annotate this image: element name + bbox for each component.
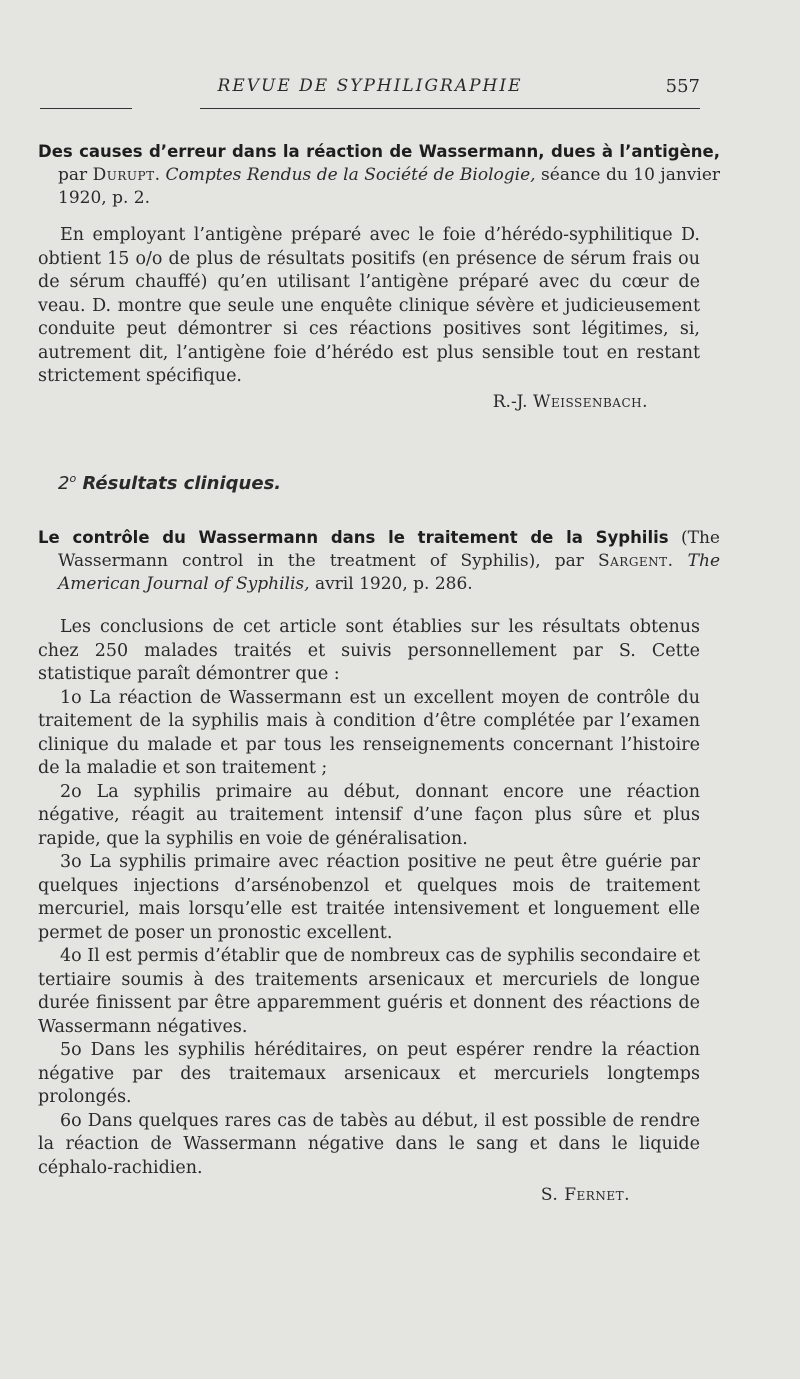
article1-author: Durupt — [92, 165, 155, 185]
article2-source: The American Journal of Syphilis, — [58, 551, 721, 594]
header-rule-left — [40, 108, 132, 109]
page-number: 557 — [665, 76, 700, 97]
article2-author: Sargent. — [597, 551, 674, 571]
article2-signature: S. Fernet. — [540, 1185, 630, 1205]
article2-by: par — [554, 551, 584, 571]
section-title — [58, 472, 281, 494]
article2-date: avril 1920, p. 286. — [314, 574, 473, 594]
article2-english-title: (The Wassermann control in the treatment of Syphilis), — [58, 528, 720, 571]
article1-signature — [38, 391, 700, 415]
conclusion-item: 6o Dans quelques rares cas de tabès au début, il est possible de rendre la réaction de Wassermann négative dans le sang et dans le liquide céphalo-rachidien. — [38, 1110, 700, 1178]
article1-title: Des causes d’erreur dans la réaction de Wassermann, dues à l’antigène, — [38, 142, 720, 161]
article2-body — [38, 616, 700, 1208]
article1-paragraph: En employant l’antigène préparé avec le foie d’hérédo-syphilitique D. obtient 15 o/o de plus de résultats positifs (en présence de sérum frais ou de sérum chauffé) qu’en utilisant l’antigène préparé avec du cœur de veau. D. montre que seule une enquête clinique sévère et judicieusement conduite peut démontrer si ces réactions positives sont légitimes, si, autrement dit, l’antigène foie d’hérédo est plus sensible tout en restant strictement spécifique. — [38, 225, 700, 386]
section-title-text: Résultats cliniques. — [82, 473, 282, 494]
header-rule-right — [200, 108, 700, 109]
running-title: REVUE DE SYPHILIGRAPHIE — [217, 76, 523, 96]
conclusion-item: 1o La réaction de Wassermann est un excellent moyen de contrôle du traitement de la syphilis mais à condition d’être complétée par l’examen clinique du malade et par tous les renseignements concernant l’histoire de la maladie et son traitement ; — [38, 687, 700, 778]
article1-source: Comptes Rendus de la Société de Biologie, — [165, 165, 536, 185]
conclusion-item: 5o Dans les syphilis héréditaires, on peut espérer rendre la réaction négative par des traitemaux arsenicaux et mercuriels longtemps prolongés. — [38, 1040, 700, 1107]
conclusion-item: 2o La syphilis primaire au début, donnant encore une réaction négative, réagit au traitement intensif d’une façon plus sûre et plus rapide, que la syphilis en voie de généralisation. — [38, 781, 700, 849]
section-ordinal: o — [69, 472, 77, 485]
article1-reference: Des causes d’erreur dans la réaction de Wassermann, dues à l’antigène, par Durupt. Comptes Rendus de la Société de Biologie, séance du 10 janvier 1920, p. 2. — [38, 142, 721, 208]
article1-date: séance du 10 janvier 1920, p. 2. — [58, 165, 721, 208]
conclusion-item: 3o La syphilis primaire avec réaction positive ne peut être guérie par quelques injections d’arsénobenzol et quelques mois de traitement mercuriel, mais lorsqu’elle est traitée intensivement et longuement elle permet de poser un pronostic excellent. — [38, 852, 700, 943]
article2-intro: Les conclusions de cet article sont établies sur les résultats obtenus chez 250 malades traités et suivis personnellement par S. Cette statistique paraît démontrer que : — [38, 617, 700, 684]
conclusion-item: 4o Il est permis d’établir que de nombreux cas de syphilis secondaire et tertiaire soumis à des traitements arsenicaux et mercuriels de longue durée finissent par être apparemment guéris et donnent des réactions de Wassermann négatives. — [38, 946, 700, 1037]
article2-title: Le contrôle du Wassermann dans le traitement de la Syphilis — [38, 528, 669, 547]
article2-reference — [38, 526, 720, 596]
article1-signature-initials: R.-J. — [492, 391, 528, 412]
section-number: 2 — [58, 473, 70, 494]
article1-signature-name: Weissenbach. — [533, 391, 648, 412]
article1-body — [38, 224, 700, 414]
page-header — [40, 76, 700, 100]
article1-by: par — [58, 165, 88, 185]
